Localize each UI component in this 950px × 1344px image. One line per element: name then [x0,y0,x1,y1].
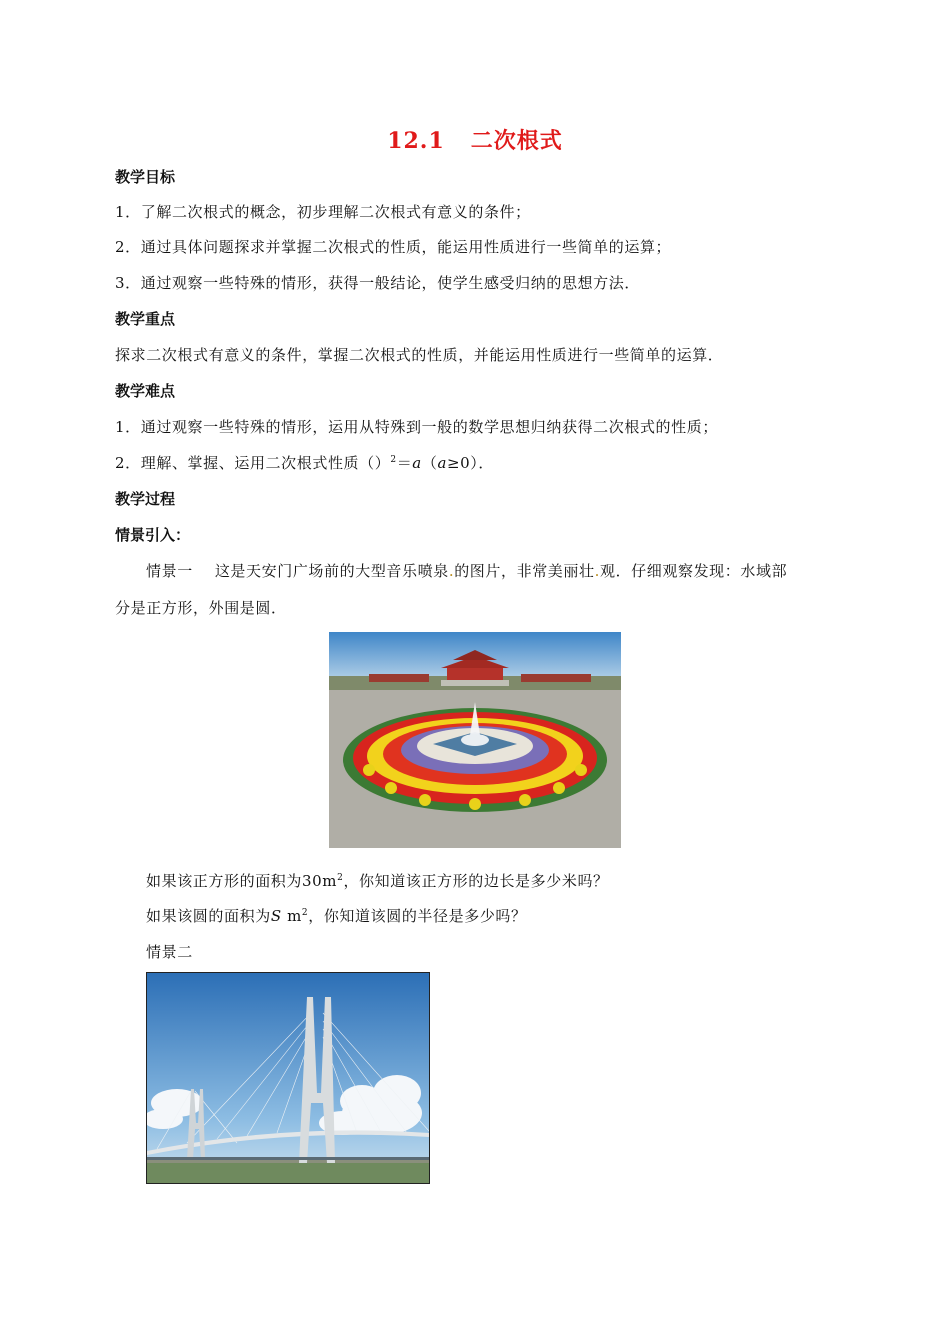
difficulty-item: 2．理解、掌握、运用二次根式性质（）$^2$＝a（a≥0）． [115,454,495,472]
process-heading: 教学过程 [115,490,176,508]
scene1-paragraph-line2: 分是正方形，外围是圆． [115,599,287,617]
objective-item: 3．通过观察一些特殊的情形，获得一般结论，使学生感受归纳的思想方法． [115,274,640,292]
key-points-text: 探求二次根式有意义的条件，掌握二次根式的性质，并能运用性质进行一些简单的运算． [115,346,724,364]
scene1-question-1: 如果该正方形的面积为$30m^2$，你知道该正方形的边长是多少米吗？ [146,872,609,890]
key-points-heading: 教学重点 [115,310,176,328]
fountain-photo [329,632,621,848]
bridge-photo [146,972,430,1184]
section-number: 12.1 [387,128,445,154]
objective-item: 1．了解二次根式的概念，初步理解二次根式有意义的条件； [115,203,531,221]
scene1-question-2: 如果该圆的面积为S $m^2$，你知道该圆的半径是多少吗？ [146,907,527,925]
difficulties-heading: 教学难点 [115,382,176,400]
objectives-heading: 教学目标 [115,168,176,186]
section-title: 二次根式 [470,128,563,154]
difficulty-item: 1．通过观察一些特殊的情形，运用从特殊到一般的数学思想归纳获得二次根式的性质； [115,418,718,436]
scene2-label: 情景二 [146,943,193,961]
intro-heading: 情景引入： [115,526,191,544]
page-title [0,124,950,155]
objective-item: 2．通过具体问题探求并掌握二次根式的性质，能运用性质进行一些简单的运算； [115,238,672,256]
scene1-paragraph: 情景一 这是天安门广场前的大型音乐喷泉.的图片，非常美丽壮.观．仔细观察发现：水域部 [146,562,788,580]
